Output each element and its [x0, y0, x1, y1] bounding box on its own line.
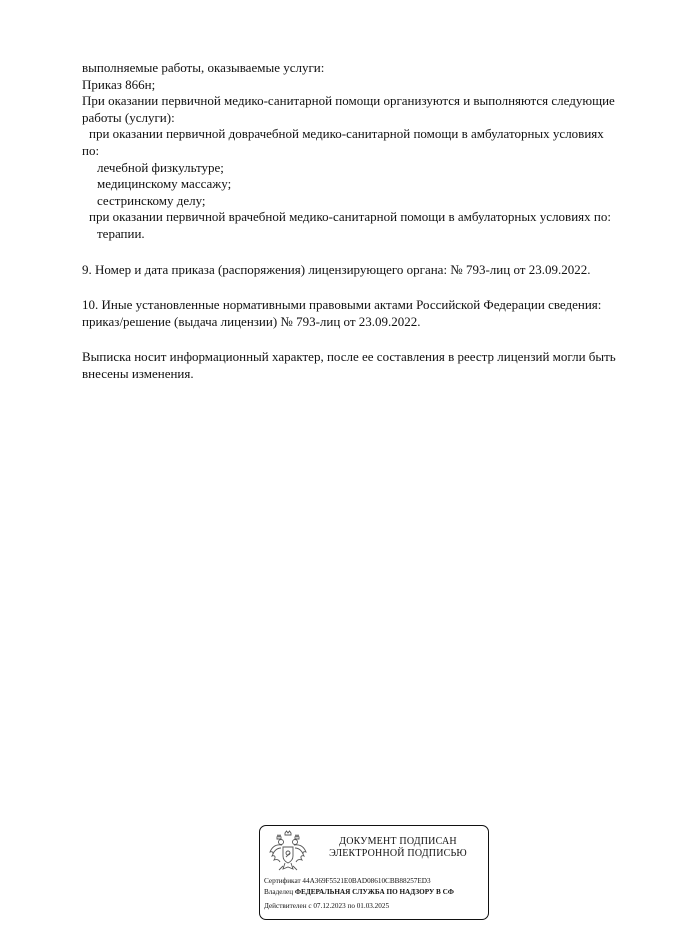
electronic-signature-stamp — [259, 825, 489, 920]
text-line: при оказании первичной доврачебной медико-санитарной помощи в амбулаторных условиях — [89, 126, 604, 142]
item-9: 9. Номер и дата приказа (распоряжения) лицензирующего органа: № 793-лиц от 23.09.2022. — [82, 261, 591, 277]
text-line: При оказании первичной медико-санитарной помощи организуются и выполняются следующие — [82, 93, 615, 109]
paragraph-gap — [82, 243, 672, 262]
validity-line: Действителен с 07.12.2023 по 01.03.2025 — [264, 902, 390, 910]
list-item: медицинскому массажу; — [97, 176, 232, 192]
list-item: сестринскому делу; — [97, 192, 206, 208]
owner-line — [264, 888, 454, 897]
stamp-title-line: ЭЛЕКТРОННОЙ ПОДПИСЬЮ — [329, 848, 467, 859]
paragraph-gap — [82, 278, 672, 297]
note-line: внесены изменения. — [82, 365, 194, 381]
owner-label: Владелец — [264, 888, 294, 896]
list-item: лечебной физкультуре; — [97, 159, 224, 175]
paragraph-gap — [82, 330, 672, 349]
certificate-line — [264, 877, 431, 886]
text-line: при оказании первичной врачебной медико-санитарной помощи в амбулаторных условиях по: — [89, 209, 611, 225]
certificate-label: Сертификат — [264, 877, 301, 885]
text-line: работы (услуги): — [82, 109, 175, 125]
note-line: Выписка носит информационный характер, после ее составления в реестр лицензий могли быть — [82, 349, 616, 365]
owner-value: ФЕДЕРАЛЬНАЯ СЛУЖБА ПО НАДЗОРУ В СФ — [294, 888, 454, 896]
item-10-line: приказ/решение (выдача лицензии) № 793-лиц от 23.09.2022. — [82, 313, 421, 329]
document-body — [82, 60, 672, 383]
certificate-value: 44A369F5521E0BAD08610CBB88257ED3 — [302, 877, 431, 885]
list-item: терапии. — [97, 225, 145, 241]
text-line: по: — [82, 142, 100, 158]
stamp-title-line: ДОКУМЕНТ ПОДПИСАН — [339, 836, 457, 847]
item-10-line: 10. Иные установленные нормативными правовыми актами Российской Федерации сведения: — [82, 297, 602, 313]
stamp-title — [310, 836, 486, 860]
text-line: Приказ 866н; — [82, 76, 156, 92]
text-line: выполняемые работы, оказываемые услуги: — [82, 60, 325, 75]
coat-of-arms-icon — [268, 830, 308, 876]
